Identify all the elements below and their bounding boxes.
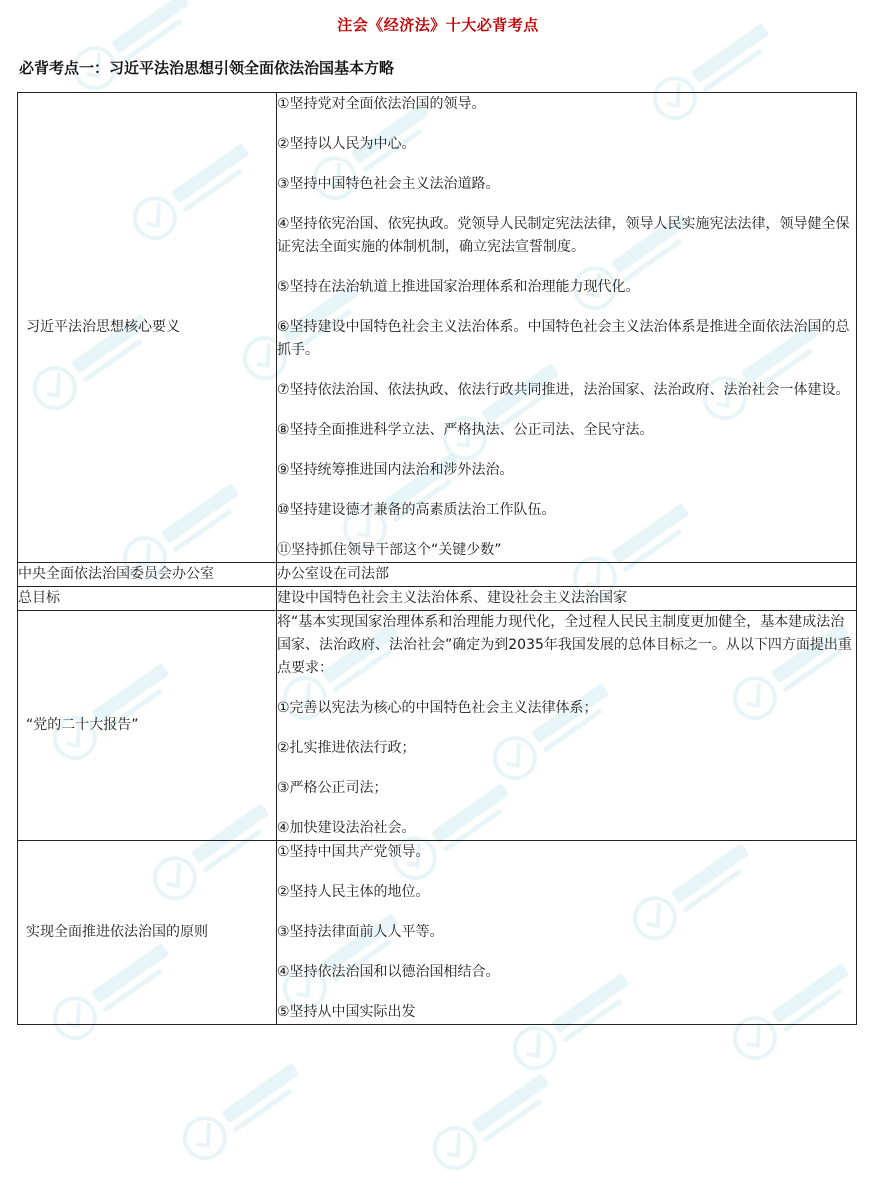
document-title: 注会《经济法》十大必背考点 bbox=[337, 16, 539, 34]
section-heading: 必背考点一：习近平法治思想引领全面依法治国基本方略 bbox=[19, 59, 395, 77]
watermark-logo-icon bbox=[166, 1042, 323, 1177]
list-item: ④加快建设法治社会。 bbox=[277, 820, 416, 836]
row-label: “党的二十大报告” bbox=[26, 717, 139, 733]
table-row-report bbox=[18, 611, 857, 841]
row-content-cell bbox=[277, 587, 857, 611]
table-row-principles bbox=[18, 841, 857, 1025]
row-value: 办公室设在司法部 bbox=[277, 566, 389, 582]
list-item: ④坚持依宪治国、依宪执政。党领导人民制定宪法法律，领导人民实施宪法法律，领导健全保证宪法全面实施的体制机制，确立宪法宣誓制度。 bbox=[277, 216, 850, 255]
list-item: ①坚持党对全面依法治国的领导。 bbox=[277, 96, 486, 112]
watermark-logo-icon bbox=[416, 1052, 573, 1187]
row-label-cell bbox=[18, 93, 277, 563]
list-item: ④坚持依法治国和以德治国相结合。 bbox=[277, 964, 500, 980]
list-item: ②坚持以人民为中心。 bbox=[277, 136, 416, 152]
table-row-core bbox=[18, 93, 857, 563]
row-label: 总目标 bbox=[18, 590, 60, 606]
list-item: ②扎实推进依法行政； bbox=[277, 740, 416, 756]
list-item: ⑨坚持统筹推进国内法治和涉外法治。 bbox=[277, 462, 514, 478]
list-item: ⑥坚持建设中国特色社会主义法治体系。中国特色社会主义法治体系是推进全面依法治国的总抓手。 bbox=[277, 319, 850, 358]
list-item: ⑦坚持依法治国、依法执政、依法行政共同推进，法治国家、法治政府、法治社会一体建设。 bbox=[277, 382, 850, 398]
list-item: ⑤坚持在法治轨道上推进国家治理体系和治理能力现代化。 bbox=[277, 279, 640, 295]
list-item: ⑪坚持抓住领导干部这个“关键少数” bbox=[277, 542, 502, 558]
table-row-office bbox=[18, 563, 857, 587]
table-row-goal bbox=[18, 587, 857, 611]
row-label: 中央全面依法治国委员会办公室 bbox=[18, 566, 214, 582]
row-label-cell bbox=[18, 841, 277, 1025]
row-label-cell bbox=[18, 587, 277, 611]
list-item: ⑤坚持从中国实际出发 bbox=[277, 1004, 416, 1020]
row-label-cell bbox=[18, 611, 277, 841]
list-item: ③坚持中国特色社会主义法治道路。 bbox=[277, 176, 500, 192]
row-content-cell bbox=[277, 563, 857, 587]
list-item: ③严格公正司法； bbox=[277, 780, 388, 796]
row-value: 建设中国特色社会主义法治体系、建设社会主义法治国家 bbox=[277, 590, 627, 606]
list-item: ⑧坚持全面推进科学立法、严格执法、公正司法、全民守法。 bbox=[277, 422, 654, 438]
content-table bbox=[17, 92, 857, 1025]
row-content-cell bbox=[277, 611, 857, 841]
row-label: 习近平法治思想核心要义 bbox=[26, 319, 180, 335]
row-content-cell bbox=[277, 841, 857, 1025]
list-item: ⑩坚持建设德才兼备的高素质法治工作队伍。 bbox=[277, 502, 556, 518]
list-item: ②坚持人民主体的地位。 bbox=[277, 884, 430, 900]
list-item: ①完善以宪法为核心的中国特色社会主义法律体系； bbox=[277, 700, 598, 716]
row-label: 实现全面推进依法治国的原则 bbox=[26, 924, 208, 940]
list-item: ③坚持法律面前人人平等。 bbox=[277, 924, 444, 940]
row-label-cell bbox=[18, 563, 277, 587]
list-item: ①坚持中国共产党领导。 bbox=[277, 844, 430, 860]
row-intro: 将“基本实现国家治理体系和治理能力现代化，全过程人民民主制度更加健全，基本建成法治国家、法治政府、法治社会”确定为到2035年我国发展的总体目标之一。从以下四方面提出重点要求： bbox=[277, 614, 852, 676]
row-content-cell bbox=[277, 93, 857, 563]
